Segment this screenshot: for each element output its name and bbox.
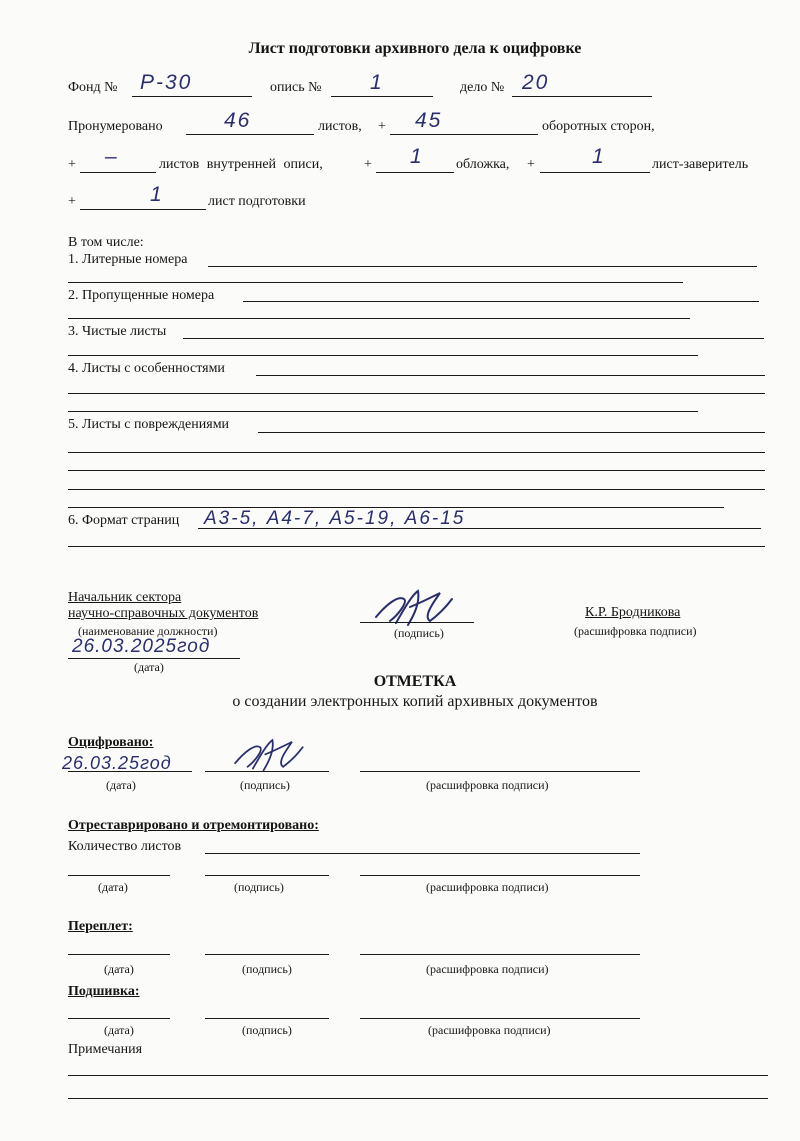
delo-value: 20	[522, 71, 550, 94]
stitching-name-caption: (расшифровка подписи)	[428, 1023, 551, 1037]
approval-signature-caption: (подпись)	[394, 626, 444, 640]
mark-subtitle: о создании электронных копий архивных документов	[232, 693, 598, 710]
binding-name-caption: (расшифровка подписи)	[426, 962, 549, 976]
prep-value: 1	[150, 183, 164, 206]
prep-label: лист подготовки	[208, 194, 306, 209]
opis-value: 1	[370, 71, 384, 94]
reverse-label: оборотных сторон,	[542, 119, 655, 134]
missing-numbers-line	[243, 301, 759, 302]
restored-count-label: Количество листов	[68, 839, 182, 854]
inner-value: –	[105, 145, 119, 168]
damaged-sheets-label: 5. Листы с повреждениями	[68, 417, 230, 432]
restored-signature-line	[205, 875, 329, 876]
binding-label: Переплет:	[68, 919, 133, 934]
approver-name-caption: (расшифровка подписи)	[574, 624, 697, 638]
cover-line	[376, 172, 454, 173]
approver-name: К.Р. Бродникова	[585, 605, 681, 620]
blank-sheets-label: 3. Чистые листы	[68, 324, 167, 339]
delo-label: дело №	[460, 80, 505, 95]
stitching-label: Подшивка:	[68, 984, 140, 999]
page-format-line	[68, 546, 765, 547]
pronum-label: Пронумеровано	[68, 119, 163, 134]
fond-label: Фонд №	[68, 80, 118, 95]
mark-title: ОТМЕТКА	[373, 673, 457, 690]
approval-date-caption: (дата)	[134, 660, 164, 674]
page-title: Лист подготовки архивного дела к оцифровке	[248, 40, 582, 57]
special-sheets-line	[68, 393, 765, 394]
literal-numbers-line	[208, 266, 757, 267]
special-sheets-line	[68, 411, 698, 412]
position-caption: (наименование должности)	[78, 624, 218, 638]
stitching-name-line	[360, 1018, 640, 1019]
fond-value: Р-30	[140, 71, 193, 94]
inner-label: листов внутренней описи,	[159, 157, 323, 172]
approval-signature-line	[360, 622, 474, 623]
fond-line	[132, 96, 252, 97]
prep-line	[80, 209, 206, 210]
stitching-signature-caption: (подпись)	[242, 1023, 292, 1037]
notes-label: Примечания	[68, 1042, 143, 1057]
sheets-label: листов,	[318, 119, 362, 134]
notes-line	[68, 1075, 768, 1076]
plus-sign: +	[364, 157, 372, 172]
stitching-date-caption: (дата)	[104, 1023, 134, 1037]
position-line2: научно-справочных документов	[68, 606, 259, 621]
plus-sign: +	[68, 194, 76, 209]
digitized-name-line	[360, 771, 640, 772]
reverse-line	[390, 134, 538, 135]
binding-signature-line	[205, 954, 329, 955]
approval-date-value: 26.03.2025год	[72, 636, 211, 657]
binding-date-line	[68, 954, 170, 955]
damaged-sheets-line	[68, 470, 765, 471]
opis-label: опись №	[270, 80, 322, 95]
plus-sign: +	[68, 157, 76, 172]
approval-date-line	[68, 658, 240, 659]
page-format-value: А3-5, А4-7, А5-19, А6-15	[204, 508, 466, 529]
digitized-name-caption: (расшифровка подписи)	[426, 778, 549, 792]
literal-numbers-label: 1. Литерные номера	[68, 252, 188, 267]
binding-signature-caption: (подпись)	[242, 962, 292, 976]
restored-label: Отреставрировано и отремонтировано:	[68, 818, 319, 833]
restored-date-caption: (дата)	[98, 880, 128, 894]
restored-date-line	[68, 875, 170, 876]
damaged-sheets-line	[68, 489, 765, 490]
restored-name-line	[360, 875, 640, 876]
sheets-line	[186, 134, 314, 135]
delo-line	[512, 96, 652, 97]
blank-sheets-line	[68, 355, 698, 356]
digitized-date-value: 26.03.25год	[62, 753, 172, 773]
digitized-signature-mark	[228, 734, 308, 780]
restored-signature-caption: (подпись)	[234, 880, 284, 894]
special-sheets-line	[256, 375, 765, 376]
notes-line	[68, 1098, 768, 1099]
restored-count-line	[205, 853, 640, 854]
missing-numbers-label: 2. Пропущенные номера	[68, 288, 215, 303]
special-sheets-label: 4. Листы с особенностями	[68, 361, 225, 376]
literal-numbers-line	[68, 282, 683, 283]
certifier-label: лист-заверитель	[652, 157, 749, 172]
certifier-line	[540, 172, 650, 173]
missing-numbers-line	[68, 318, 690, 319]
stitching-signature-line	[205, 1018, 329, 1019]
position-line1: Начальник сектора	[68, 590, 182, 605]
digitized-signature-caption: (подпись)	[240, 778, 290, 792]
sheets-value: 46	[224, 109, 252, 132]
damaged-sheets-line	[68, 452, 765, 453]
including-heading: В том числе:	[68, 235, 144, 250]
reverse-value: 45	[415, 109, 443, 132]
stitching-date-line	[68, 1018, 170, 1019]
certifier-value: 1	[592, 145, 606, 168]
binding-date-caption: (дата)	[104, 962, 134, 976]
opis-line	[331, 96, 433, 97]
page-format-label: 6. Формат страниц	[68, 513, 180, 528]
binding-name-line	[360, 954, 640, 955]
restored-name-caption: (расшифровка подписи)	[426, 880, 549, 894]
digitized-date-caption: (дата)	[106, 778, 136, 792]
cover-value: 1	[410, 145, 424, 168]
digitized-label: Оцифровано:	[68, 735, 154, 750]
inner-line	[80, 172, 156, 173]
digitized-date-line	[68, 771, 192, 772]
plus-sign: +	[378, 119, 386, 134]
cover-label: обложка,	[456, 157, 510, 172]
damaged-sheets-line	[258, 432, 765, 433]
plus-sign: +	[527, 157, 535, 172]
digitized-signature-line	[205, 771, 329, 772]
blank-sheets-line	[183, 338, 764, 339]
